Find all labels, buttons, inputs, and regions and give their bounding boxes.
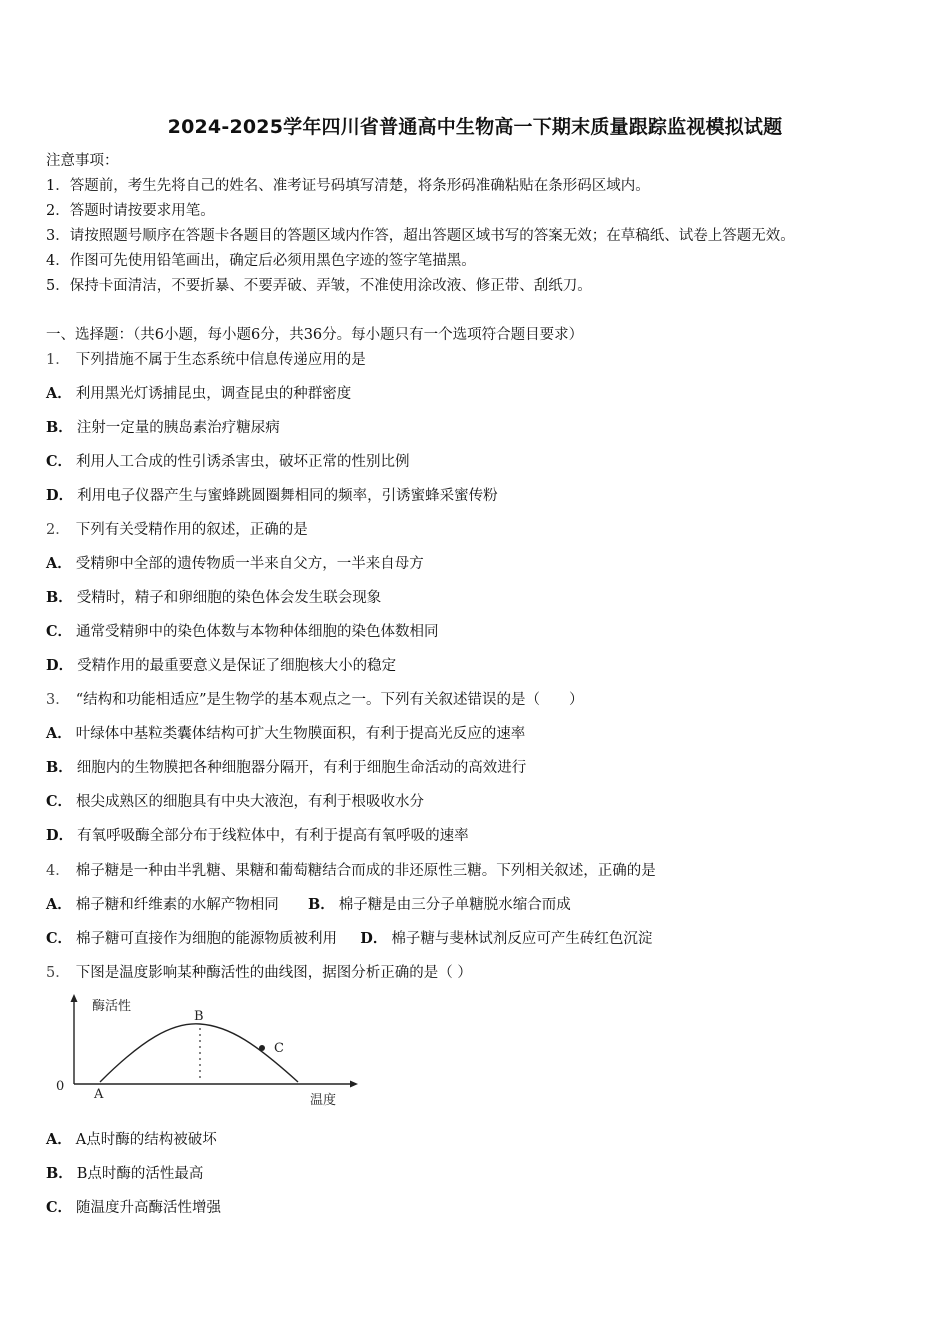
- option-text: 细胞内的生物膜把各种细胞器分隔开，有利于细胞生命活动的高效进行: [76, 760, 527, 776]
- option-letter: B．: [46, 589, 73, 606]
- option-letter: C．: [46, 793, 73, 810]
- y-axis-label: 酶活性: [92, 999, 132, 1014]
- question-number: 5．: [46, 965, 70, 981]
- question-stem: [46, 520, 308, 540]
- option-text: 受精卵中全部的遗传物质一半来自父方，一半来自母方: [75, 556, 424, 572]
- option-letter: B．: [46, 759, 73, 776]
- question-text: 下列有关受精作用的叙述，正确的是: [75, 522, 308, 538]
- option-letter: A．: [46, 555, 72, 572]
- option-line: [46, 895, 571, 915]
- enzyme-temperature-figure: [52, 990, 372, 1110]
- notice-item: 1．答题前，考生先将自己的姓名、准考证号码填写清楚，将条形码准确粘贴在条形码区域内。: [46, 178, 650, 194]
- option-text: 棉子糖和纤维素的水解产物相同: [75, 897, 279, 913]
- point-a-label: A: [94, 1087, 104, 1102]
- option-text: A点时酶的结构被破坏: [75, 1132, 217, 1148]
- option-text: 棉子糖是由三分子单糖脱水缩合而成: [338, 897, 571, 913]
- question-stem: [46, 350, 366, 370]
- notice-heading: 注意事项：: [46, 153, 119, 169]
- option-line: [46, 1130, 217, 1150]
- option-letter: D．: [46, 657, 74, 674]
- option-line: [46, 1164, 203, 1184]
- option-letter: B．: [307, 896, 335, 913]
- option-line: [46, 622, 439, 642]
- option-letter: C．: [46, 1199, 73, 1216]
- question-number: 3．: [46, 692, 70, 708]
- option-letter: C．: [46, 623, 73, 640]
- notice-item: 3．请按照题号顺序在答题卡各题目的答题区域内作答，超出答题区域书写的答案无效；在草稿纸、试卷上答题无效。: [46, 228, 795, 244]
- question-stem: [46, 963, 472, 983]
- x-axis-arrow: [350, 1081, 358, 1088]
- option-line: [46, 384, 351, 404]
- question-number: 2．: [46, 522, 70, 538]
- option-line: [46, 1198, 221, 1218]
- notice-item: 2．答题时请按要求用笔。: [46, 203, 215, 219]
- notice-item: 4．作图可先使用铅笔画出，确定后必须用黑色字迹的签字笔描黑。: [46, 253, 476, 269]
- option-letter: B．: [46, 1165, 73, 1182]
- point-b-label: B: [194, 1009, 204, 1024]
- question-text: 下图是温度影响某种酶活性的曲线图，据图分析正确的是（ ）: [75, 965, 472, 981]
- option-line: [46, 588, 381, 608]
- option-text: 根尖成熟区的细胞具有中央大液泡，有利于根吸收水分: [76, 794, 425, 810]
- notice-item: 5．保持卡面清洁，不要折暴、不要弄破、弄皱，不准使用涂改液、修正带、刮纸刀。: [46, 278, 592, 294]
- option-line: [46, 758, 526, 778]
- option-text: 受精时，精子和卵细胞的染色体会发生联会现象: [76, 590, 382, 606]
- option-text: 利用电子仪器产生与蜜蜂跳圆圈舞相同的频率，引诱蜜蜂采蜜传粉: [77, 488, 498, 504]
- section-heading: 一、选择题：（共6小题，每小题6分，共36分。每小题只有一个选项符合题目要求）: [46, 327, 584, 343]
- option-text: 棉子糖与斐林试剂反应可产生砖红色沉淀: [391, 931, 653, 947]
- question-text: “结构和功能相适应”是生物学的基本观点之一。下列有关叙述错误的是（ ）: [75, 692, 584, 708]
- option-text: 注射一定量的胰岛素治疗糖尿病: [76, 420, 280, 436]
- question-number: 4．: [46, 863, 70, 879]
- option-letter: A．: [46, 896, 72, 913]
- option-letter: A．: [46, 725, 72, 742]
- option-line: [46, 554, 424, 574]
- option-letter: D．: [46, 487, 74, 504]
- option-line: [46, 486, 498, 506]
- option-letter: D．: [46, 827, 74, 844]
- option-text: 通常受精卵中的染色体数与本物种体细胞的染色体数相同: [76, 624, 439, 640]
- question-stem: [46, 861, 656, 881]
- option-line: [46, 452, 410, 472]
- option-line: [46, 724, 525, 744]
- page-title: 2024-2025学年四川省普通高中生物高一下期末质量跟踪监视模拟试题: [167, 116, 783, 138]
- option-text: 随温度升高酶活性增强: [76, 1200, 222, 1216]
- point-c-label: C: [274, 1041, 284, 1056]
- option-text: 有氧呼吸酶全部分布于线粒体中，有利于提高有氧呼吸的速率: [77, 828, 469, 844]
- option-letter: D．: [360, 930, 388, 947]
- option-text: 棉子糖可直接作为细胞的能源物质被利用: [76, 931, 338, 947]
- point-c-marker: [259, 1045, 265, 1051]
- option-line: [46, 826, 469, 846]
- option-letter: C．: [46, 453, 73, 470]
- option-line: [46, 929, 652, 949]
- question-text: 下列措施不属于生态系统中信息传递应用的是: [75, 352, 366, 368]
- option-text: 利用人工合成的性引诱杀害虫，破坏正常的性别比例: [76, 454, 410, 470]
- question-number: 1．: [46, 352, 70, 368]
- y-axis-arrow: [71, 994, 78, 1002]
- option-text: 叶绿体中基粒类囊体结构可扩大生物膜面积，有利于提高光反应的速率: [75, 726, 526, 742]
- option-letter: C．: [46, 930, 73, 947]
- enzyme-curve-svg: [52, 990, 372, 1110]
- option-text: 受精作用的最重要意义是保证了细胞核大小的稳定: [77, 658, 397, 674]
- option-letter: B．: [46, 419, 73, 436]
- option-line: [46, 792, 424, 812]
- option-text: B点时酶的活性最高: [76, 1166, 204, 1182]
- option-letter: A．: [46, 1131, 72, 1148]
- option-line: [46, 418, 280, 438]
- option-text: 利用黑光灯诱捕昆虫，调查昆虫的种群密度: [75, 386, 352, 402]
- origin-label: 0: [56, 1079, 65, 1094]
- question-stem: [46, 690, 584, 710]
- question-text: 棉子糖是一种由半乳糖、果糖和葡萄糖结合而成的非还原性三糖。下列相关叙述，正确的是: [75, 863, 656, 879]
- x-axis-label: 温度: [310, 1093, 337, 1108]
- option-letter: A．: [46, 385, 72, 402]
- option-line: [46, 656, 396, 676]
- enzyme-activity-curve: [100, 1024, 298, 1082]
